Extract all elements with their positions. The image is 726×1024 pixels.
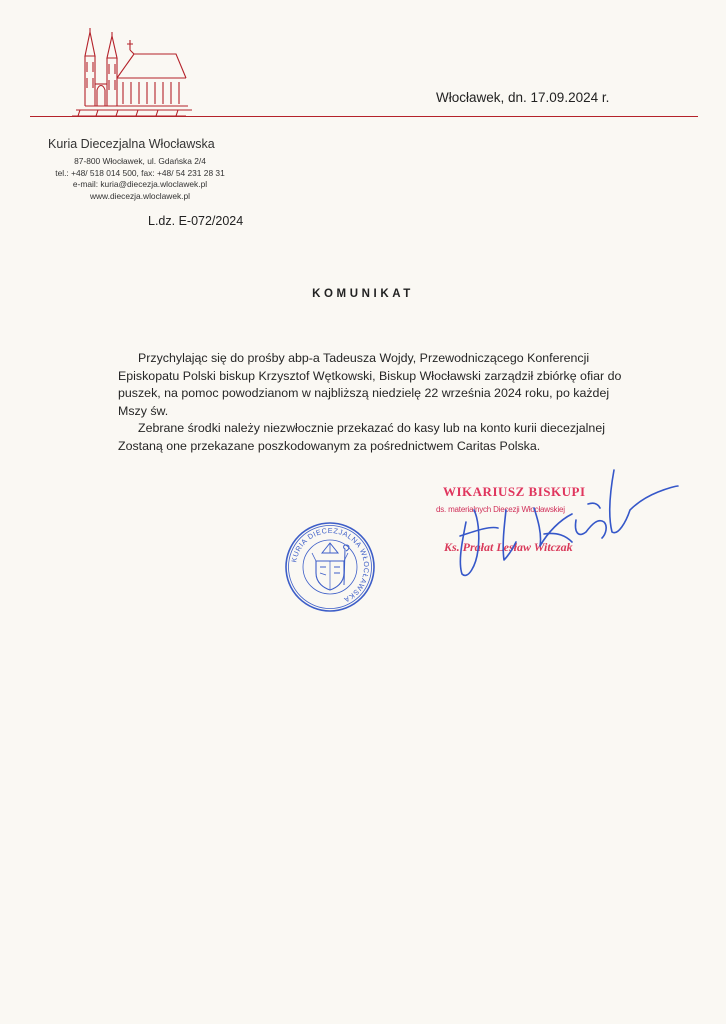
header-rule: [30, 116, 698, 117]
email-line: e-mail: kuria@diecezja.wloclawek.pl: [72, 179, 208, 190]
address-line: 87-800 Włocławek, ul. Gdańska 2/4: [74, 156, 206, 166]
cathedral-logo-icon: [68, 26, 192, 120]
contact-address-block: [36, 156, 244, 202]
body-paragraph: Przychylając się do prośby abp-a Tadeusza Wojdy, Przewodniczącego Konferencji Episkopatu Polski biskup Krzysztof Wętkowski, Biskup Włocławski zarządził zbiórkę ofiar do puszek, na pomoc powodzianom w najbliższą niedzielę 22 września 2024 roku, po każdej Mszy św.: [118, 351, 622, 418]
document-title: KOMUNIKAT: [312, 288, 414, 300]
diocesan-seal-icon: [284, 521, 376, 613]
website-line: www.diecezja.wloclawek.pl: [89, 190, 191, 201]
vicar-stamp-subtitle: ds. materialnych Diecezji Włocławskiej: [436, 505, 565, 514]
document-body: [118, 350, 638, 455]
letter-date: Włocławek, dn. 17.09.2024 r.: [436, 90, 610, 105]
body-paragraph: Zebrane środki należy niezwłocznie przekazać do kasy lub na konto kurii diecezjalnej Zostaną one przekazane poszkodowanym za pośrednictwem Caritas Polska.: [118, 421, 605, 453]
phone-line: tel.: +48/ 518 014 500, fax: +48/ 54 231 28 31: [55, 167, 225, 178]
handwritten-signature-icon: [448, 462, 680, 580]
vicar-stamp-name: Ks. Prałat Lesław Witczak: [444, 540, 573, 554]
seal-text: KURIA DIECEZJALNA WŁOCŁAWSKA: [289, 525, 372, 605]
organization-name: Kuria Diecezjalna Włocławska: [48, 137, 215, 151]
vicar-stamp-title: WIKARIUSZ BISKUPI: [443, 484, 586, 499]
reference-number: L.dz. E-072/2024: [148, 214, 244, 228]
